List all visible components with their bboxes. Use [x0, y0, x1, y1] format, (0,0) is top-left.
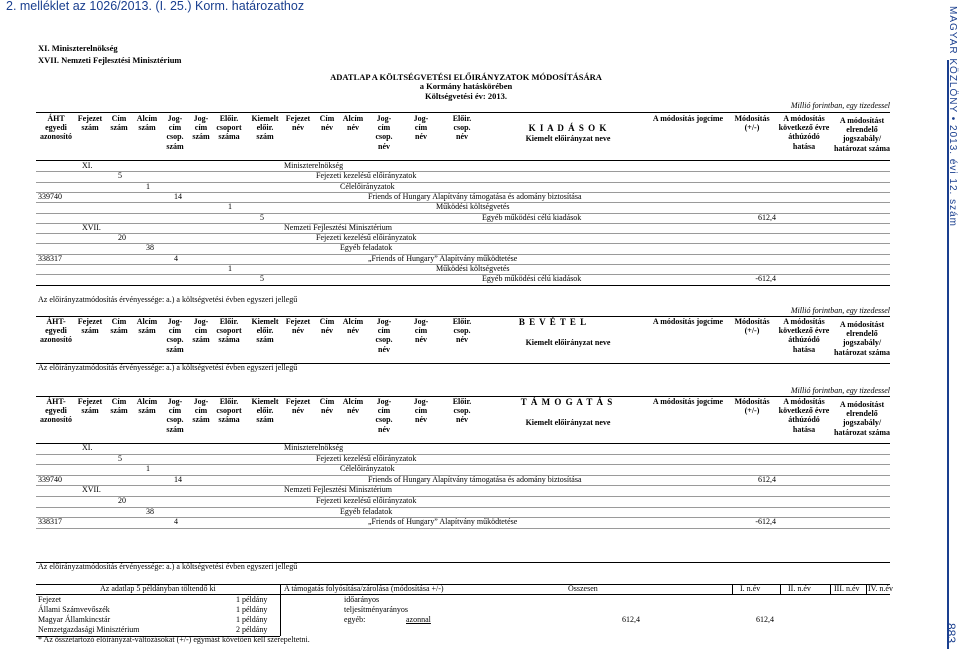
recipient-name: Állami Számvevőszék: [38, 605, 110, 614]
quarter-3: III. n.év: [834, 584, 860, 593]
col-kiemelt-eloir-szam: Kiemelt előir. szám: [251, 317, 279, 345]
osszesen-header: Összesen: [568, 584, 598, 593]
row-number: 20: [118, 233, 126, 243]
recipient-copies: 1 példány: [236, 615, 268, 624]
col-cim-nev: Cím név: [319, 397, 335, 416]
row-name: Egyéb feladatok: [340, 243, 393, 253]
quarter-1: I. n.év: [740, 584, 761, 593]
col-kiemelt-eloiranyzat-neve: Kiemelt előirányzat neve: [525, 134, 611, 143]
copies-header: Az adatlap 5 példányban töltendő ki: [100, 584, 216, 593]
col-eloir-csop-nev: Előir. csop. név: [452, 114, 472, 142]
row-number: 5: [260, 274, 264, 284]
col-aht: ÁHT-egyedi azonosító: [40, 317, 72, 345]
row-name: „Friends of Hungary” Alapítvány működtetése: [368, 253, 518, 263]
payment-header: A támogatás folyósítása/zárolása (módosítása +/-): [284, 584, 444, 593]
row-number: XI.: [82, 161, 93, 170]
quarter-4: IV. n.év: [868, 584, 893, 593]
row-rule: [36, 223, 890, 224]
row-number: 38: [146, 243, 154, 253]
col-kiemelt-eloiranyzat-neve: Kiemelt előirányzat neve: [525, 338, 611, 347]
footnote: * Az összetartozó előirányzat-változásokat (+/-) egymást követően kell szerepeltetni.: [38, 635, 310, 644]
row-rule: [36, 485, 890, 486]
col-kovetkezo: A módosítás következő évre áthúzódó hatása: [778, 397, 830, 434]
col-alcim-nev: Alcím név: [342, 317, 364, 336]
bottom-divider: [866, 584, 867, 594]
col-modositas: Módosítás (+/-): [734, 397, 770, 416]
col-jogcim-csop-szam: Jog-cím csop. szám: [166, 114, 184, 151]
col-jogcime: A módosítás jogcíme: [652, 114, 724, 123]
row-number: 1: [228, 202, 232, 212]
col-cim-szam: Cím szám: [110, 317, 128, 336]
aht-code: 338317: [38, 253, 62, 263]
row-name: Fejezeti kezelésű előirányzatok: [316, 171, 417, 181]
timing-total: 612,4: [622, 615, 640, 624]
recipient-copies: 2 példány: [236, 625, 268, 634]
row-number: 38: [146, 506, 154, 516]
modification-value: 612,4: [758, 212, 776, 222]
aht-code: 338317: [38, 517, 62, 527]
row-number: XVII.: [82, 222, 101, 232]
row-number: 5: [118, 171, 122, 181]
col-modositas: Módosítás (+/-): [734, 114, 770, 133]
col-fejezet-szam: Fejezet szám: [77, 317, 103, 336]
issuer-line-2: XVII. Nemzeti Fejlesztési Minisztérium: [38, 55, 182, 65]
row-name: Miniszterelnökség: [284, 443, 344, 452]
col-fejezet-nev: Fejezet név: [285, 114, 311, 133]
col-cim-szam: Cím szám: [110, 114, 128, 133]
row-number: 5: [260, 212, 264, 222]
row-name: Nemzeti Fejlesztési Minisztérium: [284, 485, 392, 495]
validity-note: Az előirányzatmódosítás érvényessége: a.) a költségvetési évben egyszeri jellegű: [38, 562, 298, 571]
row-name: Fejezeti kezelésű előirányzatok: [316, 496, 417, 505]
modification-value: 612,4: [758, 474, 776, 484]
col-aht: ÁHT egyedi azonosító: [40, 114, 72, 142]
validity-note: Az előirányzatmódosítás érvényessége: a.) a költségvetési évben egyszeri jellegű: [38, 295, 298, 304]
recipient-name: Nemzetgazdasági Minisztérium: [38, 625, 140, 634]
col-jogcim-szam: Jog-cím szám: [192, 317, 210, 345]
col-fejezet-szam: Fejezet szám: [77, 114, 103, 133]
col-kiadasok: K I A D Á S O K: [528, 123, 608, 133]
row-number: 14: [174, 474, 182, 484]
col-modositas: Módosítás (+/-): [734, 317, 770, 336]
row-number: 20: [118, 496, 126, 505]
row-number: 14: [174, 191, 182, 201]
row-number: XI.: [82, 443, 93, 452]
col-kiemelt-eloir-szam: Kiemelt előir. szám: [251, 397, 279, 425]
col-cim-szam: Cím szám: [110, 397, 128, 416]
col-aht: ÁHT-egyedi azonosító: [40, 397, 72, 425]
bottom-block-header-rule: [36, 594, 890, 595]
row-name: „Friends of Hungary” Alapítvány működtetése: [368, 517, 518, 527]
row-name: Nemzeti Fejlesztési Minisztérium: [284, 222, 392, 232]
row-name: Célelőirányzatok: [340, 464, 395, 474]
recipient-copies: 1 példány: [236, 605, 268, 614]
row-rule: [36, 454, 890, 455]
row-number: 4: [174, 517, 178, 527]
unit-label: Millió forintban, egy tizedessel: [790, 306, 890, 315]
col-eloir-csop-nev: Előir. csop. név: [452, 397, 472, 425]
row-rule: [36, 171, 890, 172]
col-jogcim-nev: Jog-cím név: [413, 397, 429, 425]
col-jogcim-szam: Jog-cím szám: [192, 114, 210, 142]
col-tamogatas: T Á M O G A T Á S: [520, 397, 614, 407]
unit-label: Millió forintban, egy tizedessel: [790, 101, 890, 110]
form-title-year: Költségvetési év: 2013.: [425, 90, 507, 101]
col-jogcime: A módosítás jogcíme: [652, 317, 724, 326]
row-name: Friends of Hungary Alapítvány támogatása és adomány biztosítása: [368, 474, 582, 484]
side-journal-text: MAGYAR KÖZLÖNY • 2013. évi 12. szám: [947, 6, 958, 227]
bottom-divider: [830, 584, 831, 594]
row-number: 1: [146, 181, 150, 191]
col-jogcim-szam: Jog-cím szám: [192, 397, 210, 425]
row-number: 5: [118, 453, 122, 463]
row-name: Egyéb működési célú kiadások: [482, 212, 582, 222]
form-title: [305, 73, 627, 101]
col-eloir-csop-szam: Előir. csoport száma: [216, 114, 242, 142]
issuer-line-1: XI. Miniszterelnökség: [38, 43, 118, 53]
row-name: Fejezeti kezelésű előirányzatok: [316, 453, 417, 463]
col-bevetel: B E V É T E L: [518, 317, 588, 327]
header-bottom-rule: [36, 443, 890, 444]
col-fejezet-nev: Fejezet név: [285, 317, 311, 336]
col-eloir-csop-szam: Előir. csoport száma: [216, 397, 242, 425]
row-name: Működési költségvetés: [436, 202, 510, 212]
bottom-divider: [280, 584, 281, 636]
col-kovetkezo: A módosítás következő évre áthúzódó hatása: [778, 317, 830, 354]
aht-code: 339740: [38, 191, 62, 201]
col-jogcim-csop-szam: Jog-cím csop. szám: [166, 317, 184, 354]
validity-note: Az előirányzatmódosítás érvényessége: a.) a költségvetési évben egyszeri jellegű: [38, 363, 298, 372]
recipient-copies: 1 példány: [236, 595, 268, 604]
header-bottom-rule: [36, 160, 890, 161]
timing-label: teljesítményarányos: [344, 605, 408, 614]
quarter-2: II. n.év: [788, 584, 811, 593]
modification-value: -612,4: [755, 517, 776, 527]
margin-rule: [947, 60, 949, 649]
row-number: XVII.: [82, 485, 101, 495]
row-rule: [36, 528, 890, 529]
row-rule: [36, 233, 890, 234]
row-name: Egyéb működési célú kiadások: [482, 274, 582, 284]
col-eloir-csop-szam: Előir. csoport száma: [216, 317, 242, 345]
col-eloir-csop-nev: Előir. csop. név: [452, 317, 472, 345]
row-rule: [36, 507, 890, 508]
col-alcim-szam: Alcím szám: [136, 317, 158, 336]
col-kiemelt-eloiranyzat-neve: Kiemelt előirányzat neve: [525, 418, 611, 427]
col-jogcim-nev: Jog-cím név: [413, 114, 429, 142]
modification-value: -612,4: [755, 274, 776, 284]
recipient-name: Magyar Államkincstár: [38, 615, 111, 624]
col-jogcim-csop-nev: Jog-cím csop. név: [375, 114, 393, 151]
col-cim-nev: Cím név: [319, 114, 335, 133]
col-jogcim-nev: Jog-cím név: [413, 317, 429, 345]
aht-code: 339740: [38, 474, 62, 484]
col-alcim-szam: Alcím szám: [136, 114, 158, 133]
timing-label: időarányos: [344, 595, 380, 604]
row-name: Célelőirányzatok: [340, 181, 395, 191]
unit-label: Millió forintban, egy tizedessel: [790, 386, 890, 395]
timing-label: egyéb:: [344, 615, 366, 624]
row-rule: [36, 182, 890, 183]
timing-extra: azonnal: [406, 615, 431, 624]
col-fejezet-szam: Fejezet szám: [77, 397, 103, 416]
timing-q1: 612,4: [756, 615, 774, 624]
col-jogcim-csop-nev: Jog-cím csop. név: [375, 317, 393, 354]
page-header: 2. melléklet az 1026/2013. (I. 25.) Korm. határozathoz: [6, 0, 305, 13]
col-alcim-nev: Alcím név: [342, 397, 364, 416]
row-number: 1: [146, 464, 150, 474]
form-title-main: ADATLAP A KÖLTSÉGVETÉSI ELŐIRÁNYZATOK MÓDOSÍTÁSÁRA: [330, 72, 602, 82]
row-rule: [36, 243, 890, 244]
recipient-name: Fejezet: [38, 595, 62, 604]
col-alcim-szam: Alcím szám: [136, 397, 158, 416]
row-rule: [36, 464, 890, 465]
col-kovetkezo: A módosítás következő évre áthúzódó hatása: [778, 114, 830, 151]
form-title-sub: a Kormány hatáskörében: [419, 81, 513, 92]
table-top-rule: [36, 112, 890, 113]
page-number: 883: [944, 622, 958, 643]
col-elrendelo: A módosítást elrendelő jogszabály/ határozat száma: [833, 116, 891, 153]
col-jogcim-csop-nev: Jog-cím csop. név: [375, 397, 393, 434]
row-number: 4: [174, 253, 178, 263]
col-elrendelo: A módosítást elrendelő jogszabály/ határozat száma: [833, 400, 891, 437]
col-jogcim-csop-szam: Jog-cím csop. szám: [166, 397, 184, 434]
row-name: Friends of Hungary Alapítvány támogatása és adomány biztosítása: [368, 191, 582, 201]
row-name: Működési költségvetés: [436, 264, 510, 273]
row-rule: [36, 496, 890, 497]
col-kiemelt-eloir-szam: Kiemelt előir. szám: [251, 114, 279, 142]
row-name: Miniszterelnökség: [284, 161, 344, 170]
kiadas-table-bottom: [36, 285, 890, 286]
col-cim-nev: Cím név: [319, 317, 335, 336]
row-name: Egyéb feladatok: [340, 506, 393, 516]
col-jogcime: A módosítás jogcíme: [652, 397, 724, 406]
col-fejezet-nev: Fejezet név: [285, 397, 311, 416]
row-name: Fejezeti kezelésű előirányzatok: [316, 233, 417, 243]
bottom-divider: [780, 584, 781, 594]
row-number: 1: [228, 264, 232, 273]
col-alcim-nev: Alcím név: [342, 114, 364, 133]
col-elrendelo: A módosítást elrendelő jogszabály/ határozat száma: [833, 320, 891, 357]
bottom-divider: [732, 584, 733, 594]
